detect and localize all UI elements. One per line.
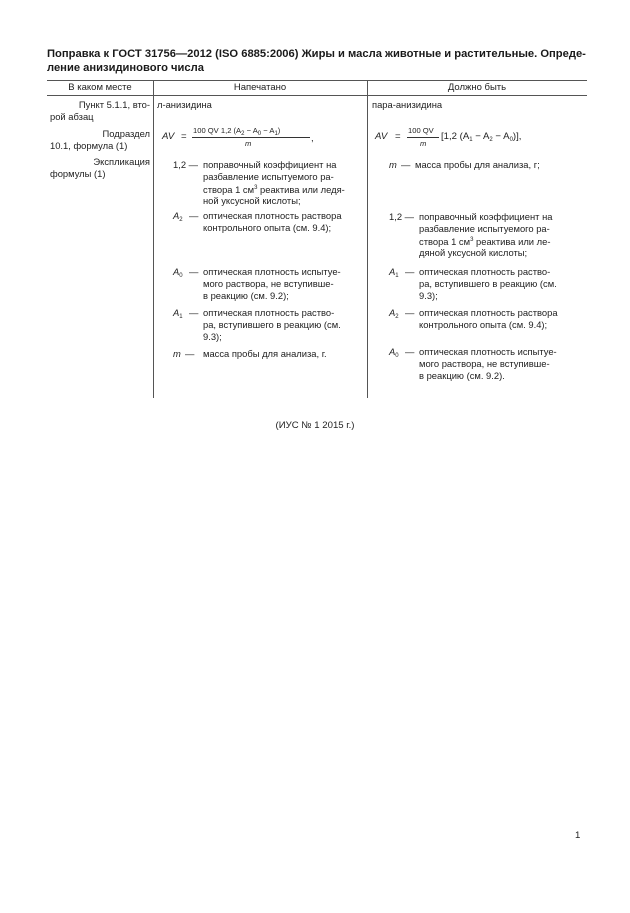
printed-item-1-line-3: створа 1 $см^3$ реактива или ледя- bbox=[203, 184, 345, 195]
correct-item-5-line-3: в реакцию (см. 9.2). bbox=[419, 370, 505, 381]
correct-item-4-dash: — bbox=[405, 307, 415, 318]
printed-item-5-dash: — bbox=[185, 348, 195, 359]
correct-item-5-line-1: оптическая плотность испытуе- bbox=[419, 346, 557, 357]
correct-item-4-line-2: контрольного опыта (см. 9.4); bbox=[419, 319, 548, 330]
printed-item-4-line-1: оптическая плотность раство- bbox=[203, 307, 335, 318]
correct-formula-denominator: m bbox=[420, 139, 427, 148]
printed-reagent: л-анизидина bbox=[157, 99, 212, 110]
correct-reagent: пара-анизидина bbox=[372, 99, 443, 110]
correct-item-4-symbol: $A_2$ bbox=[389, 307, 399, 320]
printed-item-1-line-1: поправочный коэффициент на bbox=[203, 159, 337, 170]
where-line-6: формулы (1) bbox=[50, 168, 106, 179]
printed-item-5-line-1: масса пробы для анализа, г. bbox=[203, 348, 327, 359]
printed-item-5-symbol: m bbox=[173, 348, 181, 359]
table-column-divider-1 bbox=[153, 80, 154, 398]
correct-item-4-line-1: оптическая плотность раствора bbox=[419, 307, 558, 318]
correct-item-1-symbol: m bbox=[389, 159, 397, 170]
printed-formula-numerator: 100 QV 1,2 $(A_2 - A_0 - A_1)$ bbox=[193, 126, 281, 137]
correct-item-3-symbol: $A_1$ bbox=[389, 266, 399, 279]
where-line-2: рой абзац bbox=[50, 111, 94, 122]
printed-item-3-symbol: $A_0$ bbox=[173, 266, 183, 279]
header-printed: Напечатано bbox=[233, 82, 287, 93]
printed-formula-eq: = bbox=[181, 131, 187, 142]
correct-item-2-symbol: 1,2 — bbox=[389, 211, 415, 222]
correct-formula-eq: = bbox=[395, 131, 401, 142]
correct-item-1-line-1: масса пробы для анализа, г; bbox=[415, 159, 540, 170]
printed-item-2-line-2: контрольного опыта (см. 9.4); bbox=[203, 222, 332, 233]
table-header-bottom-border bbox=[47, 95, 587, 96]
correct-item-5-symbol: $A_0$ bbox=[389, 346, 399, 359]
where-line-3: Подраздел bbox=[102, 128, 150, 139]
printed-item-2-symbol: $A_2$ bbox=[173, 210, 183, 223]
printed-item-4-dash: — bbox=[189, 307, 199, 318]
correct-formula-bracket: [1,2 $(A_1 - A_2 - A_0)$], bbox=[441, 131, 522, 143]
printed-item-3-line-1: оптическая плотность испытуе- bbox=[203, 266, 341, 277]
heading-line-2: ление анизидинового числа bbox=[47, 62, 204, 74]
printed-item-1-line-4: ной уксусной кислоты; bbox=[203, 195, 301, 206]
amendment-heading bbox=[47, 47, 587, 75]
where-line-1: Пункт 5.1.1, вто- bbox=[78, 99, 150, 110]
printed-item-4-line-2: ра, вступившего в реакцию (см. bbox=[203, 319, 341, 330]
correct-item-2-line-3: створа 1 $см^3$ реактива или ле- bbox=[419, 236, 551, 247]
header-where: В каком месте bbox=[68, 82, 132, 93]
printed-item-2-line-1: оптическая плотность раствора bbox=[203, 210, 342, 221]
correct-item-5-dash: — bbox=[405, 346, 415, 357]
correct-item-1-dash: — bbox=[401, 159, 411, 170]
printed-formula-tail: , bbox=[311, 133, 314, 144]
where-line-4: 10.1, формула (1) bbox=[50, 140, 128, 151]
table-column-divider-2 bbox=[367, 80, 368, 398]
printed-item-3-line-3: в реакцию (см. 9.2); bbox=[203, 290, 289, 301]
printed-item-1-symbol: 1,2 — bbox=[173, 159, 199, 170]
correct-item-2-line-2: разбавление испытуемого ра- bbox=[419, 223, 550, 234]
where-line-5: Экспликация bbox=[93, 156, 150, 167]
correct-item-3-dash: — bbox=[405, 266, 415, 277]
printed-item-3-line-2: мого раствора, не вступивше- bbox=[203, 278, 334, 289]
printed-item-4-line-3: 9.3); bbox=[203, 331, 222, 342]
correct-item-3-line-3: 9.3); bbox=[419, 290, 438, 301]
heading-line-1: Поправка к ГОСТ 31756—2012 (ISO 6885:2006) Жиры и масла животные и растительные. Опреде- bbox=[47, 48, 586, 60]
correct-item-2-line-1: поправочный коэффициент на bbox=[419, 211, 553, 222]
correct-formula-numerator: 100 QV bbox=[408, 126, 434, 135]
printed-item-4-symbol: $A_1$ bbox=[173, 307, 183, 320]
printed-formula-denominator: m bbox=[245, 139, 252, 148]
correct-item-3-line-2: ра, вступившего в реакцию (см. bbox=[419, 278, 557, 289]
page-number: 1 bbox=[575, 830, 581, 841]
publication-note: (ИУС № 1 2015 г.) bbox=[275, 420, 355, 431]
header-correct: Должно быть bbox=[447, 82, 507, 93]
correct-formula-fraction-bar bbox=[407, 137, 439, 138]
correct-formula-lhs: AV bbox=[375, 131, 388, 142]
correct-item-2-line-4: дяной уксусной кислоты; bbox=[419, 247, 528, 258]
printed-item-2-dash: — bbox=[189, 210, 199, 221]
correct-item-5-line-2: мого раствора, не вступивше- bbox=[419, 358, 550, 369]
printed-item-1-line-2: разбавление испытуемого ра- bbox=[203, 171, 334, 182]
printed-formula-lhs: AV bbox=[162, 131, 175, 142]
correct-item-3-line-1: оптическая плотность раство- bbox=[419, 266, 551, 277]
printed-formula-fraction-bar bbox=[192, 137, 310, 138]
printed-item-3-dash: — bbox=[189, 266, 199, 277]
